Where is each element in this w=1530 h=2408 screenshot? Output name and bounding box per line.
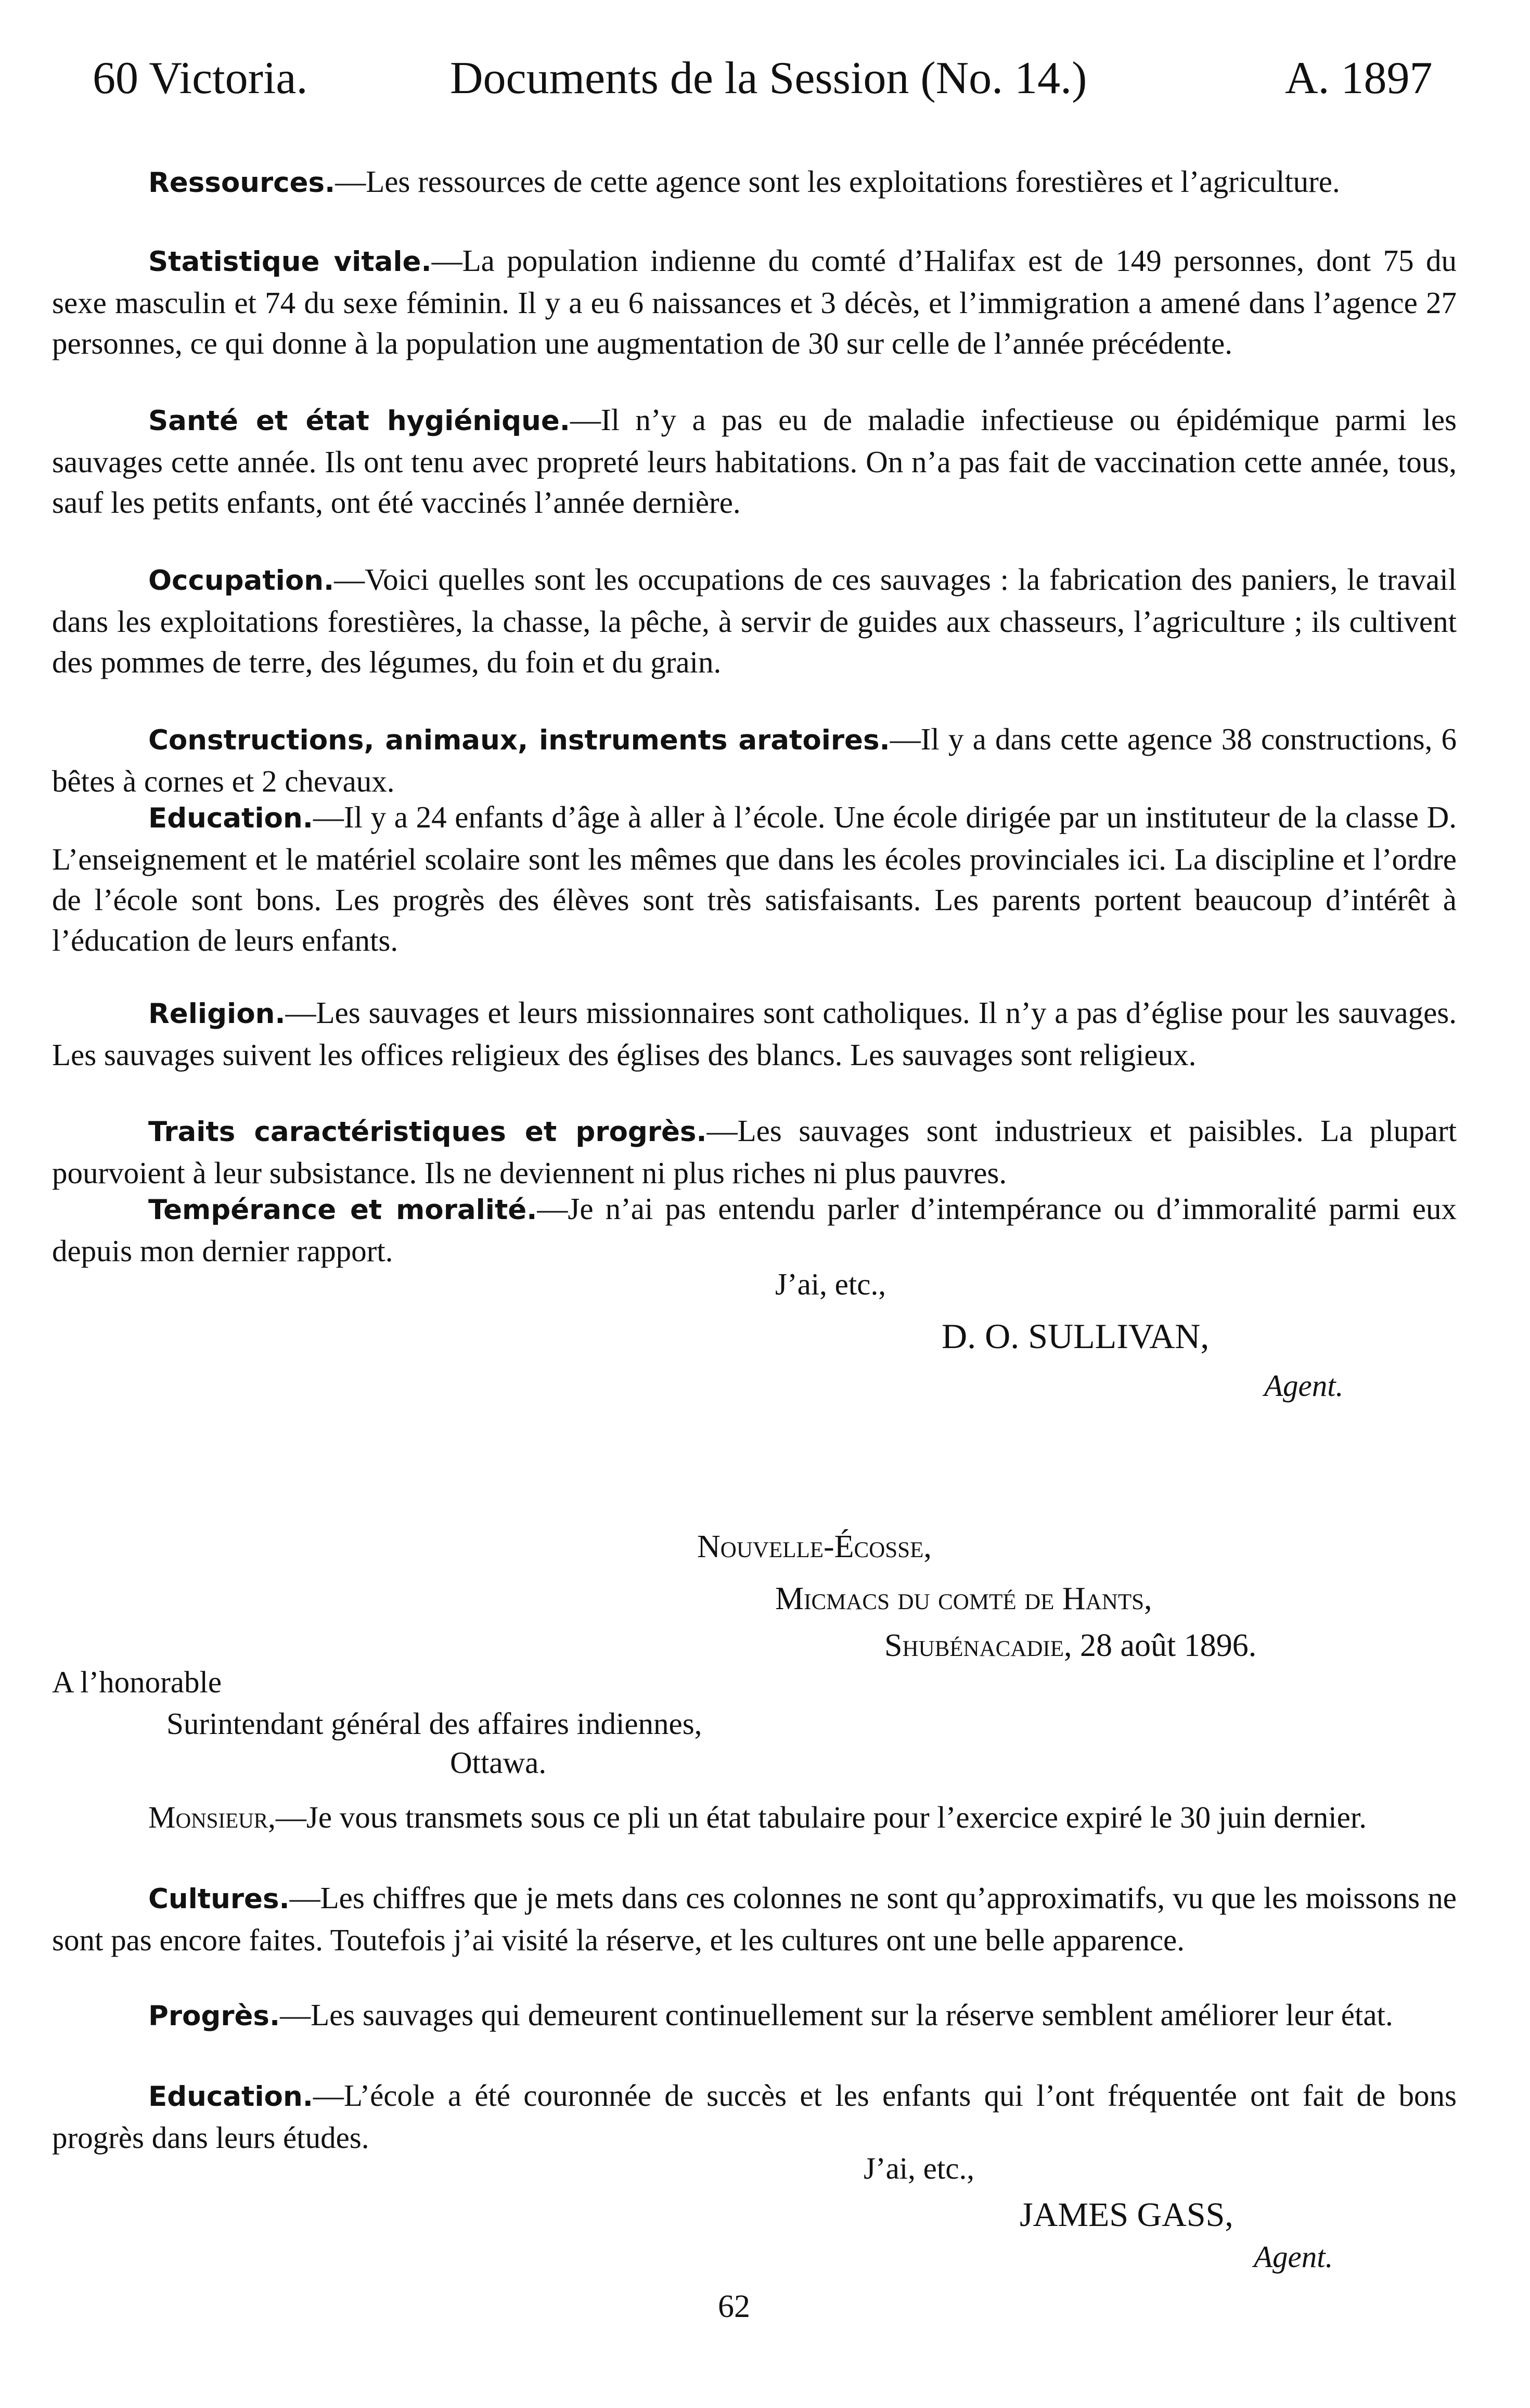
signature-2: JAMES GASS, — [1020, 2196, 1233, 2234]
section-heading: Ressources. — [148, 167, 336, 199]
section-text: —Les sauvages et leurs missionnaires sont catholiques. Il n’y a pas d’église pour les sauvages. Les sauvages suivent les offices religieux des églises des blancs. Les sauvages sont religieux. — [52, 995, 1457, 1072]
addressee-line-3: Ottawa. — [450, 1745, 547, 1780]
salutation: Monsieur, — [148, 1800, 276, 1834]
header-center: Documents de la Session (No. 14.) — [450, 53, 1087, 103]
section-temperance — [52, 1188, 1457, 1271]
section-heading: Santé et état hygiénique. — [148, 405, 570, 437]
agent-title-2: Agent. — [1254, 2239, 1333, 2274]
section-sante — [52, 399, 1457, 523]
place-date-line — [884, 1625, 1256, 1666]
letter-date: 28 août 1896. — [1080, 1628, 1257, 1663]
section-text: —Les chiffres que je mets dans ces colonnes ne sont qu’approximatifs, vu que les moissons ne sont pas encore faites. Toutefois j’ai visité la réserve, et les cultures ont une belle apparence. — [52, 1881, 1457, 1957]
closing-2: J’ai, etc., — [864, 2151, 974, 2185]
section-text: —Voici quelles sont les occupations de ces sauvages : la fabrication des paniers, le travail dans les exploitations forestières, la chasse, la pêche, à servir de guides aux chasseurs, l’agriculture ; ils cultivent des pommes de terre, des légumes, du foin et du grain. — [52, 562, 1457, 679]
place-line-1: Nouvelle-Écosse, — [697, 1529, 932, 1564]
agent-title-1: Agent. — [1264, 1368, 1344, 1403]
place-line-2: Micmacs du comté de Hants, — [775, 1581, 1152, 1616]
header-right: A. 1897 — [1285, 53, 1433, 103]
section-heading: Tempérance et moralité. — [148, 1194, 537, 1226]
running-header — [0, 52, 1530, 104]
section-occupation — [52, 559, 1457, 682]
section-education-2 — [52, 2075, 1457, 2158]
section-text: —L’école a été couronnée de succès et les enfants qui l’ont fréquentée ont fait de bons progrès dans leurs études. — [52, 2078, 1457, 2155]
section-heading: Constructions, animaux, instruments aratoires. — [148, 724, 890, 756]
section-religion — [52, 992, 1457, 1075]
signature-1: D. O. SULLIVAN, — [942, 1316, 1210, 1356]
section-heading: Traits caractéristiques et progrès. — [148, 1116, 707, 1148]
header-left: 60 Victoria. — [93, 53, 308, 103]
page-number: 62 — [718, 2289, 750, 2324]
section-text: —Les sauvages qui demeurent continuellement sur la réserve semblent améliorer leur état. — [280, 1998, 1393, 2032]
intro-text: —Je vous transmets sous ce pli un état tabulaire pour l’exercice expiré le 30 juin dernier. — [275, 1800, 1367, 1834]
closing-1: J’ai, etc., — [775, 1267, 886, 1301]
section-heading: Progrès. — [148, 2000, 280, 2032]
section-statistique-vitale — [52, 240, 1457, 364]
section-constructions — [52, 719, 1457, 801]
addressee-line-2: Surintendant général des affaires indiennes, — [166, 1706, 702, 1741]
section-heading: Religion. — [148, 998, 286, 1030]
section-progres — [52, 1995, 1457, 2037]
section-cultures — [52, 1878, 1457, 1960]
section-education — [52, 797, 1457, 961]
place-line-3: Shubénacadie, — [884, 1628, 1072, 1663]
section-heading: Occupation. — [148, 565, 335, 597]
section-text: —Les sauvages sont industrieux et paisibles. La plupart pourvoient à leur subsistance. Ils ne deviennent ni plus riches ni plus pauvres. — [52, 1114, 1457, 1190]
section-text: —Les ressources de cette agence sont les exploitations forestières et l’agriculture. — [335, 164, 1340, 199]
addressee-line-1: A l’honorable — [52, 1665, 222, 1699]
letter-intro — [52, 1797, 1457, 1837]
section-text: —La population indienne du comté d’Halifax est de 149 personnes, dont 75 du sexe masculin et 74 du sexe féminin. Il y a eu 6 naissances et 3 décès, et l’immigration a amené dans l’agence 27 personnes, ce qui donne à la population une augmentation de 30 sur celle de l’année précédente. — [52, 243, 1457, 360]
section-text: —Il y a 24 enfants d’âge à aller à l’école. Une école dirigée par un instituteur de la classe D. L’enseignement et le matériel scolaire sont les mêmes que dans les écoles provinciales ici. La discipline et l’ordre de l’école sont bons. Les progrès des élèves sont très satisfaisants. Les parents portent beaucoup d’intérêt à l’éducation de leurs enfants. — [52, 800, 1457, 957]
section-ressources — [52, 161, 1457, 203]
section-heading: Education. — [148, 802, 313, 834]
section-heading: Statistique vitale. — [148, 246, 432, 278]
section-heading: Education. — [148, 2081, 313, 2113]
section-traits — [52, 1110, 1457, 1193]
section-text: —Il n’y a pas eu de maladie infectieuse ou épidémique parmi les sauvages cette année. Ils ont tenu avec propreté leurs habitations. On n’a pas fait de vaccination cette année, tous, sauf les petits enfants, ont été vaccinés l’année dernière. — [52, 403, 1457, 520]
section-heading: Cultures. — [148, 1883, 290, 1915]
section-text: —Il y a dans cette agence 38 constructions, 6 bêtes à cornes et 2 chevaux. — [52, 722, 1457, 798]
section-text: —Je n’ai pas entendu parler d’intempérance ou d’immoralité parmi eux depuis mon dernier rapport. — [52, 1192, 1457, 1268]
